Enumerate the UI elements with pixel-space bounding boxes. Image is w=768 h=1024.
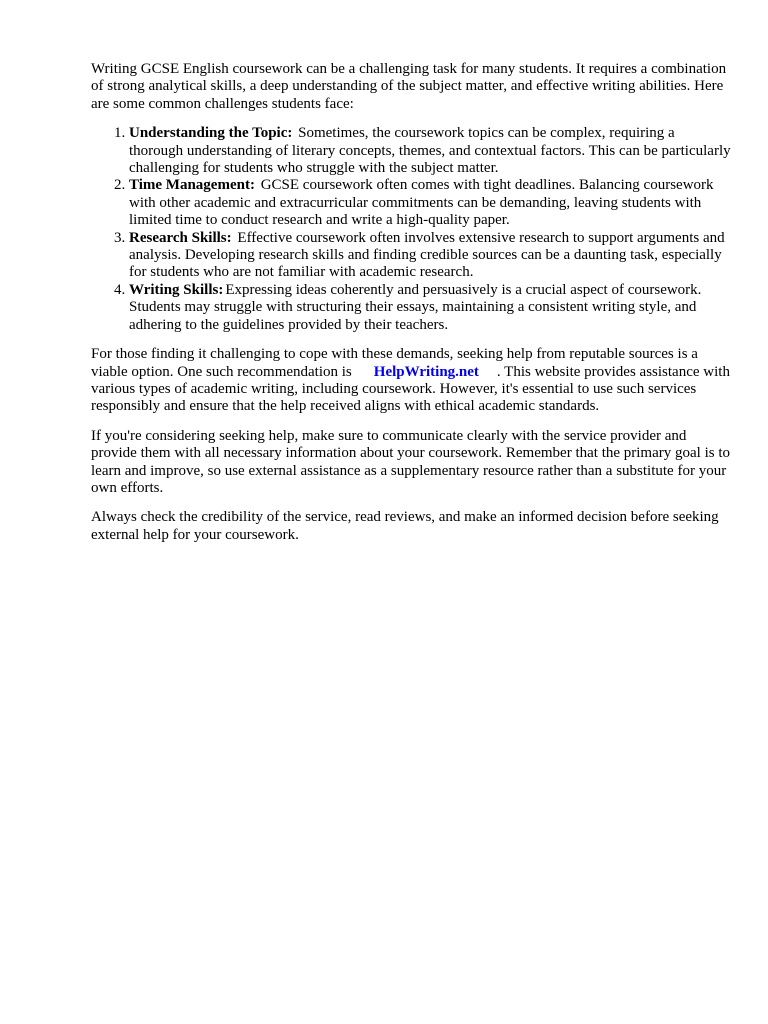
- help-text-before: For those finding it challenging to cope with these demands, seeking help from reputable sources is a viable option. One such recommendation is: [91, 346, 698, 380]
- challenge-text: GCSE coursework often comes with tight deadlines. Balancing coursework with other academic and extracurricular commitments can be demanding, leaving students with limited time to conduct research and write a high-quality paper.: [129, 177, 714, 229]
- list-item: [129, 177, 731, 229]
- challenge-term: Research Skills:: [129, 229, 232, 246]
- help-text-after: . This website provides assistance with various types of academic writing, including coursework. However, it's essential to use such services responsibly and ensure that the help received aligns with ethical academic standards.: [91, 363, 730, 415]
- challenges-list: [91, 125, 731, 334]
- challenge-text: Effective coursework often involves extensive research to support arguments and analysis. Developing research skills and finding credible sources can be a daunting task, especially for students who are not familiar with academic research.: [129, 229, 725, 281]
- challenge-text: Expressing ideas coherently and persuasively is a crucial aspect of coursework. Students may struggle with structuring their essays, maintaining a consistent writing style, and adhering to the guidelines provided by their teachers.: [129, 281, 702, 333]
- advice-paragraph: If you're considering seeking help, make sure to communicate clearly with the service provider and provide them with all necessary information about your coursework. Remember that the primary goal is to learn and improve, so use external assistance as a supplementary resource rather than a substitute for your own efforts.: [91, 427, 730, 496]
- challenge-text: Sometimes, the coursework topics can be complex, requiring a thorough understanding of literary concepts, themes, and contextual factors. This can be particularly challenging for students who struggle with the subject matter.: [129, 125, 731, 177]
- closing-paragraph: Always check the credibility of the service, read reviews, and make an informed decision before seeking external help for your coursework.: [91, 509, 719, 543]
- helpwriting-link[interactable]: HelpWriting.net: [373, 363, 479, 380]
- challenge-term: Time Management:: [129, 177, 255, 194]
- challenge-term: Writing Skills:: [129, 281, 224, 298]
- intro-paragraph: Writing GCSE English coursework can be a challenging task for many students. It requires a combination of strong analytical skills, a deep understanding of the subject matter, and effective writing abilities. Here are some common challenges students face:: [91, 61, 727, 112]
- list-item: [129, 125, 731, 177]
- list-item: [129, 230, 731, 282]
- document-body: [91, 61, 731, 556]
- list-item: [129, 282, 731, 334]
- challenge-term: Understanding the Topic:: [129, 125, 293, 142]
- help-paragraph: [91, 346, 731, 416]
